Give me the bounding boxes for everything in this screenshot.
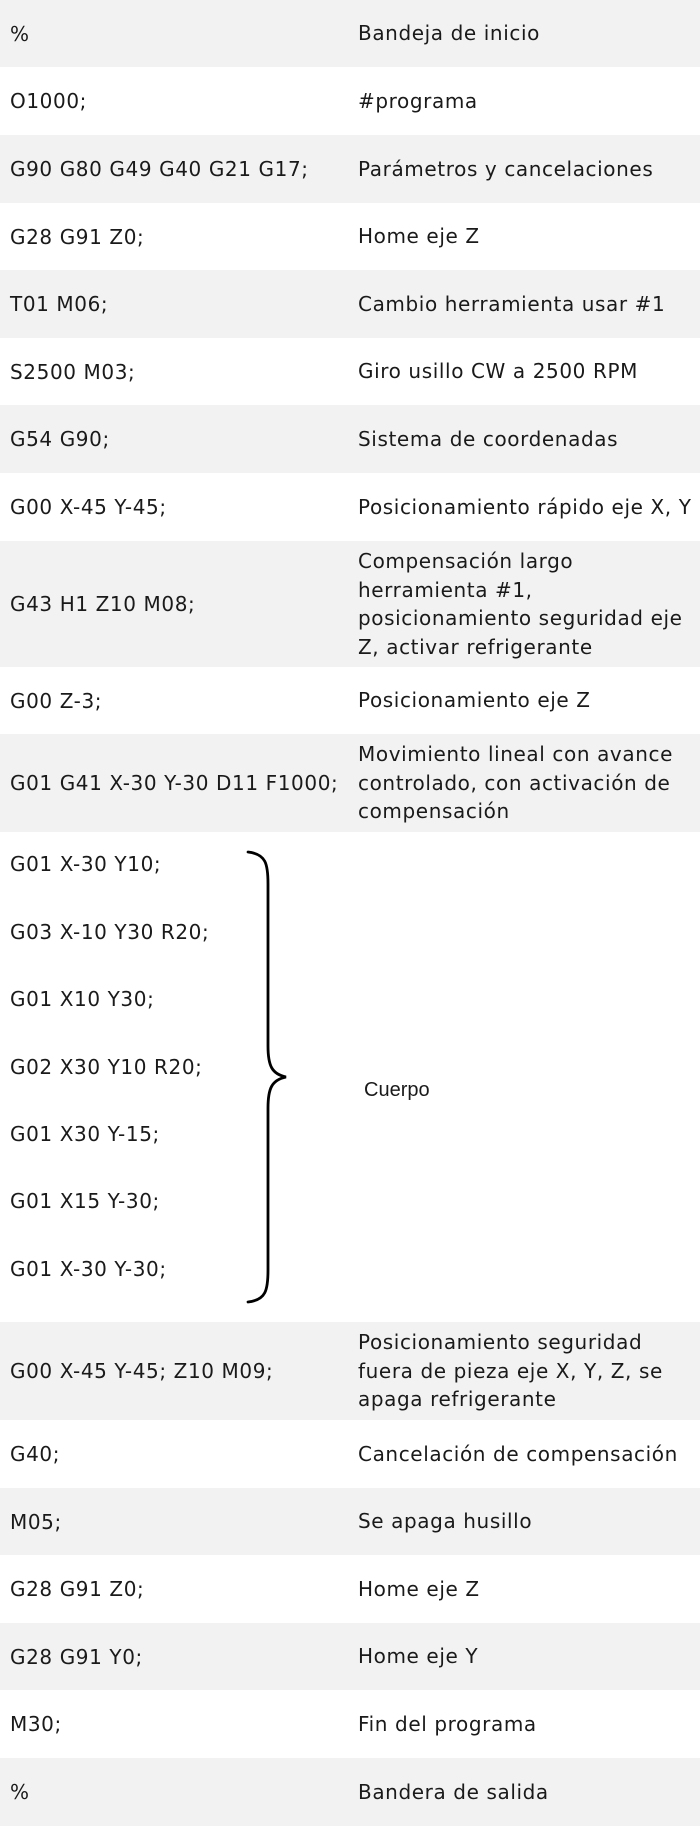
gcode-text: %	[10, 21, 30, 46]
description-cell	[358, 541, 692, 667]
description-text: Giro usillo CW a 2500 RPM	[358, 359, 638, 384]
description-text: Bandera de salida	[358, 1779, 549, 1804]
gcode-cell	[10, 734, 340, 832]
description-cell	[358, 473, 692, 541]
description-text: Home eje Z	[358, 1576, 480, 1601]
description-cell	[358, 405, 692, 473]
gcode-cell	[10, 135, 340, 203]
table-row	[0, 203, 700, 270]
gcode-cell	[10, 1758, 340, 1826]
table-row	[0, 541, 700, 667]
table-row	[0, 405, 700, 473]
description-cell	[358, 203, 692, 270]
table-row	[0, 1623, 700, 1690]
body-line: G01 X-30 Y-30;	[10, 1257, 167, 1281]
table-row	[0, 270, 700, 338]
description-cell	[358, 67, 692, 135]
gcode-text: G00 X-45 Y-45;	[10, 495, 167, 519]
table-row	[0, 1758, 700, 1826]
gcode-text: G01 G41 X-30 Y-30 D11 F1000;	[10, 771, 339, 795]
table-row	[0, 67, 700, 135]
description-text: Fin del programa	[358, 1711, 537, 1736]
gcode-text: G54 G90;	[10, 427, 110, 451]
table-row	[0, 0, 700, 67]
body-label: Cuerpo	[364, 1079, 430, 1101]
description-text: Home eje Z	[358, 224, 480, 249]
gcode-text: G28 G91 Z0;	[10, 1577, 145, 1601]
gcode-text: G40;	[10, 1442, 61, 1466]
body-line: G01 X30 Y-15;	[10, 1122, 160, 1146]
gcode-text: O1000;	[10, 89, 87, 113]
description-text: #programa	[358, 88, 478, 113]
gcode-text: G90 G80 G49 G40 G21 G17;	[10, 157, 309, 181]
gcode-cell	[10, 405, 340, 473]
gcode-text: G28 G91 Y0;	[10, 1644, 143, 1669]
gcode-text: %	[10, 1780, 30, 1804]
description-text: Bandeja de inicio	[358, 21, 540, 46]
gcode-cell	[10, 1690, 340, 1758]
description-text: Se apaga husillo	[358, 1509, 533, 1534]
body-line: G02 X30 Y10 R20;	[10, 1055, 203, 1079]
table-row	[0, 1690, 700, 1758]
description-cell	[358, 1690, 692, 1758]
description-cell	[358, 338, 692, 405]
table-row	[0, 1555, 700, 1623]
description-cell	[358, 135, 692, 203]
description-cell	[358, 734, 692, 832]
table-row	[0, 667, 700, 734]
description-cell	[358, 1488, 692, 1555]
table-row	[0, 1322, 700, 1420]
gcode-cell	[10, 1322, 340, 1420]
description-cell	[358, 1420, 692, 1488]
description-cell	[358, 1758, 692, 1826]
description-text: Cancelación de compensación	[358, 1441, 678, 1466]
description-text: Movimiento lineal con avance controlado, con activación de compensación	[358, 742, 673, 824]
gcode-cell	[10, 1488, 340, 1555]
gcode-cell	[10, 0, 340, 67]
gcode-cell	[10, 1623, 340, 1690]
gcode-cell	[10, 270, 340, 338]
body-line: G01 X10 Y30;	[10, 987, 155, 1011]
gcode-cell	[10, 1420, 340, 1488]
gcode-text: G28 G91 Z0;	[10, 224, 145, 249]
description-cell	[358, 1322, 692, 1420]
gcode-text: S2500 M03;	[10, 359, 136, 384]
description-text: Compensación largo herramienta #1, posicionamiento seguridad eje Z, activar refrigerante	[358, 549, 683, 659]
description-text: Home eje Y	[358, 1644, 479, 1669]
table-row	[0, 1488, 700, 1555]
gcode-text: G00 Z-3;	[10, 688, 103, 713]
description-cell	[358, 1555, 692, 1623]
gcode-text: G00 X-45 Y-45; Z10 M09;	[10, 1359, 274, 1383]
description-text: Posicionamiento seguridad fuera de pieza eje X, Y, Z, se apaga refrigerante	[358, 1330, 663, 1412]
description-cell	[358, 270, 692, 338]
gcode-text: M30;	[10, 1712, 62, 1736]
gcode-cell	[10, 338, 340, 405]
description-text: Posicionamiento eje Z	[358, 688, 591, 713]
curly-brace-icon	[240, 850, 290, 1304]
gcode-cell	[10, 473, 340, 541]
table-row	[0, 734, 700, 832]
description-text: Posicionamiento rápido eje X, Y	[358, 494, 692, 519]
body-line: G03 X-10 Y30 R20;	[10, 920, 210, 944]
body-line: G01 X15 Y-30;	[10, 1189, 160, 1213]
gcode-cell	[10, 1555, 340, 1623]
gcode-text: T01 M06;	[10, 292, 109, 316]
description-text: Cambio herramienta usar #1	[358, 291, 666, 316]
body-line: G01 X-30 Y10;	[10, 852, 162, 876]
gcode-cell	[10, 203, 340, 270]
table-row	[0, 135, 700, 203]
gcode-cell	[10, 667, 340, 734]
table-row	[0, 338, 700, 405]
table-row	[0, 473, 700, 541]
gcode-text: M05;	[10, 1509, 62, 1534]
description-cell	[358, 667, 692, 734]
table-row	[0, 1420, 700, 1488]
description-cell	[358, 1623, 692, 1690]
description-cell	[358, 0, 692, 67]
gcode-cell	[10, 541, 340, 667]
description-text: Parámetros y cancelaciones	[358, 156, 654, 181]
description-text: Sistema de coordenadas	[358, 426, 619, 451]
program-body-block	[0, 832, 700, 1322]
gcode-text: G43 H1 Z10 M08;	[10, 592, 196, 616]
gcode-cell	[10, 67, 340, 135]
